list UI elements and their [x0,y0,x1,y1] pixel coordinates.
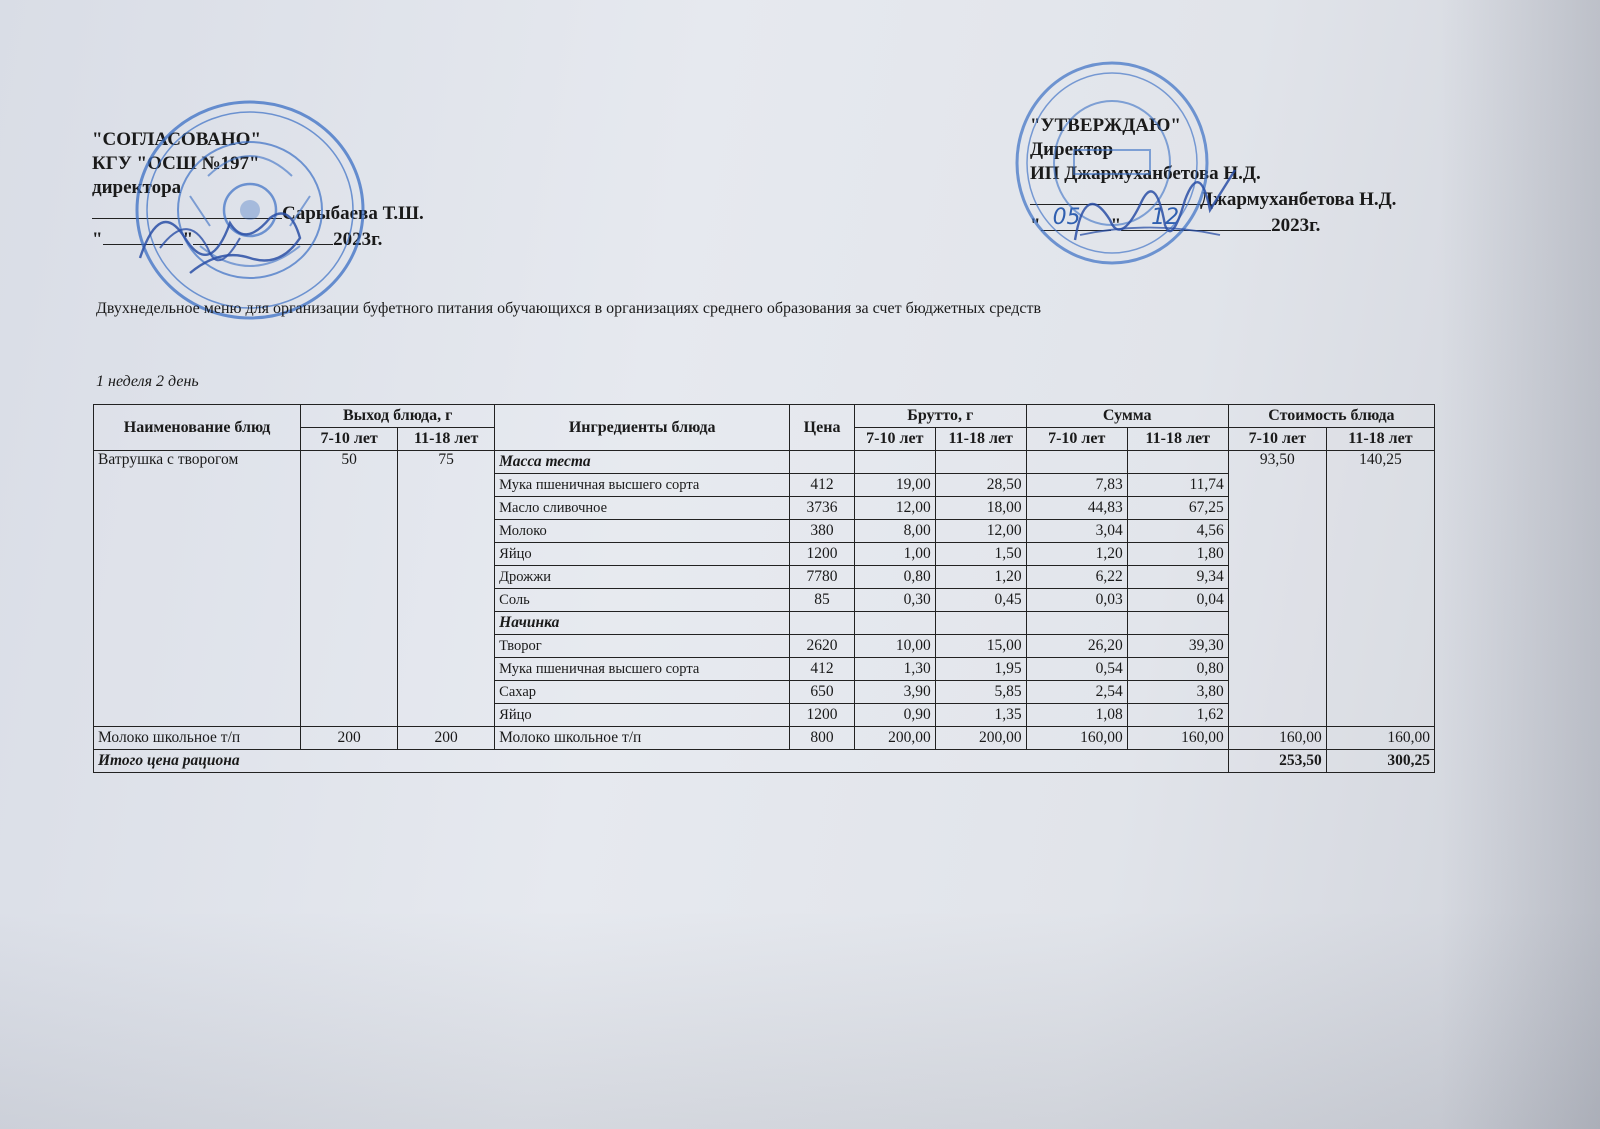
sum-young-cell [1026,612,1127,635]
ingredient-cell: Соль [495,589,790,612]
sum-old-cell: 160,00 [1127,727,1228,750]
brutto-old-cell: 1,50 [935,543,1026,566]
page-shadow [0,909,1600,1129]
total-young: 253,50 [1228,750,1326,773]
dish-cost-young: 93,50 [1228,451,1326,727]
price-cell: 650 [790,681,855,704]
price-cell: 1200 [790,704,855,727]
header-output-old: 11-18 лет [398,428,495,451]
brutto-young-cell: 3,90 [854,681,935,704]
header-brutto-young: 7-10 лет [854,428,935,451]
price-cell: 380 [790,520,855,543]
page-shadow-right [1440,0,1600,1129]
brutto-old-cell: 1,20 [935,566,1026,589]
price-cell [790,451,855,474]
date-close-quote: " [182,229,194,250]
header-dish-cost: Стоимость блюда [1228,405,1434,428]
approval-left-name: Сарыбаева Т.Ш. [282,203,424,224]
brutto-young-cell: 1,00 [854,543,935,566]
ingredient-cell: Сахар [495,681,790,704]
brutto-young-cell: 200,00 [854,727,935,750]
dish-output-young: 50 [301,451,398,727]
header-cost-old: 11-18 лет [1326,428,1434,451]
brutto-young-cell: 8,00 [854,520,935,543]
dish-output-old: 75 [398,451,495,727]
header-ingredients: Ингредиенты блюда [495,405,790,451]
sum-young-cell: 160,00 [1026,727,1127,750]
price-cell [790,612,855,635]
dish-cost-young: 160,00 [1228,727,1326,750]
table-row-milk [94,727,1435,750]
brutto-old-cell: 0,45 [935,589,1026,612]
sum-old-cell: 39,30 [1127,635,1228,658]
handwritten-signature-right [1060,150,1250,260]
brutto-old-cell: 5,85 [935,681,1026,704]
ingredient-cell: Яйцо [495,704,790,727]
brutto-young-cell [854,612,935,635]
header-sum-young: 7-10 лет [1026,428,1127,451]
sum-young-cell: 7,83 [1026,474,1127,497]
ingredient-cell: Дрожжи [495,566,790,589]
ingredient-cell: Начинка [495,612,790,635]
approval-left-title: "СОГЛАСОВАНО" [92,129,262,150]
sum-old-cell [1127,451,1228,474]
date-open-quote: " [1030,215,1041,236]
ingredient-cell: Масса теста [495,451,790,474]
header-output-young: 7-10 лет [301,428,398,451]
ingredient-cell: Творог [495,635,790,658]
dish-cost-old: 160,00 [1326,727,1434,750]
brutto-young-cell [854,451,935,474]
brutto-old-cell [935,451,1026,474]
price-cell: 412 [790,474,855,497]
sum-young-cell: 1,20 [1026,543,1127,566]
menu-table-body [94,451,1435,773]
sum-young-cell: 3,04 [1026,520,1127,543]
price-cell: 3736 [790,497,855,520]
sum-old-cell: 4,56 [1127,520,1228,543]
table-row [94,451,1435,474]
brutto-young-cell: 10,00 [854,635,935,658]
date-open-quote: " [92,229,103,250]
approval-left-year: 2023г. [333,229,383,250]
header-cost-young: 7-10 лет [1228,428,1326,451]
brutto-old-cell: 18,00 [935,497,1026,520]
approval-right-title: "УТВЕРЖДАЮ" [1030,115,1181,136]
sum-young-cell: 0,54 [1026,658,1127,681]
brutto-old-cell [935,612,1026,635]
sum-old-cell: 1,80 [1127,543,1228,566]
brutto-young-cell: 0,90 [854,704,935,727]
sum-young-cell: 6,22 [1026,566,1127,589]
approval-left-role: директора [92,177,182,198]
total-label: Итого цена рациона [94,750,1229,773]
sum-old-cell: 0,04 [1127,589,1228,612]
brutto-old-cell: 12,00 [935,520,1026,543]
week-day-label: 1 неделя 2 день [96,373,199,390]
sum-young-cell: 0,03 [1026,589,1127,612]
handwritten-day: 05 [1052,205,1081,230]
sum-old-cell: 9,34 [1127,566,1228,589]
header-dish-name: Наименование блюд [94,405,301,451]
header-brutto-old: 11-18 лет [935,428,1026,451]
approval-right-org: ИП Джармуханбетова Н.Д. [1030,163,1261,184]
approval-right-year: 2023г. [1271,215,1321,236]
document-title: Двухнедельное меню для организации буфетного питания обучающихся в организациях среднего образования за счет бюджетных средств [96,300,1042,317]
total-row [94,750,1435,773]
brutto-old-cell: 15,00 [935,635,1026,658]
price-cell: 800 [790,727,855,750]
sum-young-cell [1026,451,1127,474]
header-price: Цена [790,405,855,451]
brutto-young-cell: 1,30 [854,658,935,681]
price-cell: 7780 [790,566,855,589]
price-cell: 2620 [790,635,855,658]
brutto-young-cell: 12,00 [854,497,935,520]
sum-young-cell: 44,83 [1026,497,1127,520]
dish-cost-old: 140,25 [1326,451,1434,727]
sum-old-cell [1127,612,1228,635]
sum-old-cell: 0,80 [1127,658,1228,681]
brutto-young-cell: 0,30 [854,589,935,612]
dish-name-cell: Молоко школьное т/п [94,727,301,750]
sum-old-cell: 3,80 [1127,681,1228,704]
header-brutto: Брутто, г [854,405,1026,428]
brutto-old-cell: 28,50 [935,474,1026,497]
sum-young-cell: 2,54 [1026,681,1127,704]
total-old: 300,25 [1326,750,1434,773]
approval-left-org: КГУ "ОСШ №197" [92,153,260,174]
menu-table [93,404,1435,773]
brutto-old-cell: 1,35 [935,704,1026,727]
ingredient-cell: Яйцо [495,543,790,566]
brutto-young-cell: 19,00 [854,474,935,497]
header-sum: Сумма [1026,405,1228,428]
price-cell: 1200 [790,543,855,566]
dish-output-young: 200 [301,727,398,750]
dish-name-cell: Ватрушка с творогом [94,451,301,727]
sum-old-cell: 1,62 [1127,704,1228,727]
handwritten-month: 12 [1151,205,1180,230]
sum-old-cell: 67,25 [1127,497,1228,520]
approval-right-role: Директор [1030,139,1114,160]
price-cell: 412 [790,658,855,681]
date-close-quote: " [1110,215,1122,236]
ingredient-cell: Масло сливочное [495,497,790,520]
brutto-old-cell: 200,00 [935,727,1026,750]
ingredient-cell: Молоко [495,520,790,543]
sum-young-cell: 1,08 [1026,704,1127,727]
approval-right-name: Джармуханбетова Н.Д. [1200,189,1397,210]
ingredient-cell: Мука пшеничная высшего сорта [495,474,790,497]
sum-young-cell: 26,20 [1026,635,1127,658]
handwritten-signature-left [130,178,330,288]
dish-output-old: 200 [398,727,495,750]
header-sum-old: 11-18 лет [1127,428,1228,451]
brutto-young-cell: 0,80 [854,566,935,589]
sum-old-cell: 11,74 [1127,474,1228,497]
ingredient-cell: Мука пшеничная высшего сорта [495,658,790,681]
price-cell: 85 [790,589,855,612]
brutto-old-cell: 1,95 [935,658,1026,681]
ingredient-cell: Молоко школьное т/п [495,727,790,750]
table-header-row [94,405,1435,428]
header-output: Выход блюда, г [301,405,495,428]
